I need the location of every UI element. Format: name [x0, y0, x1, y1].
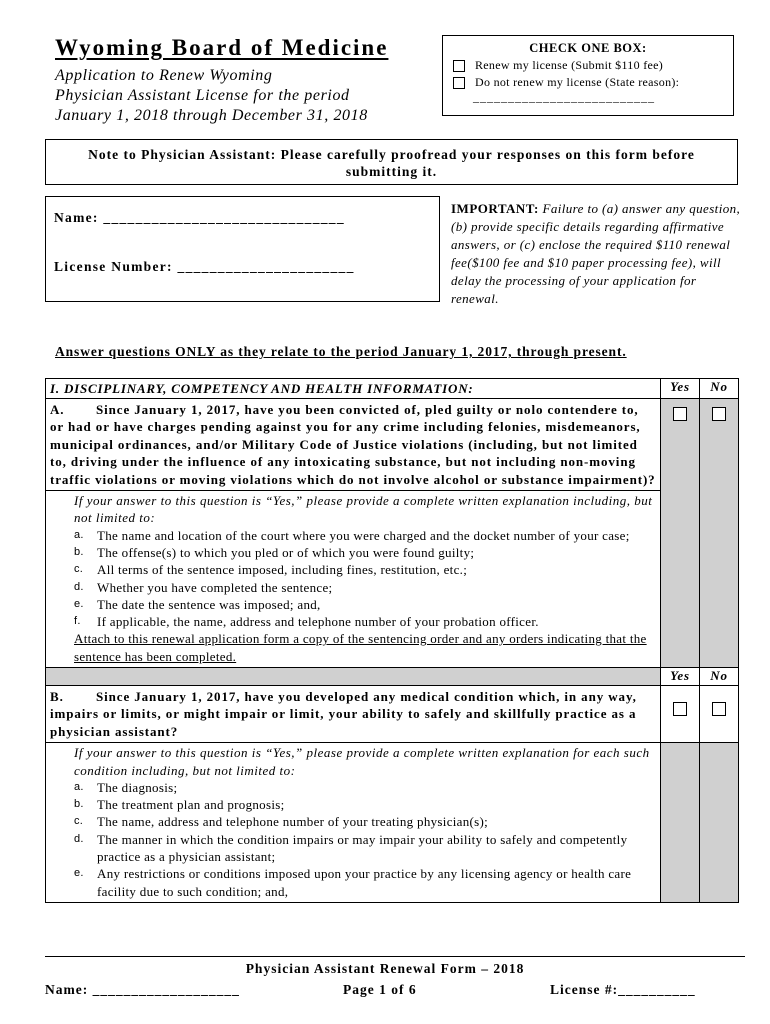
item-letter: d. — [74, 832, 84, 845]
form-title: Wyoming Board of Medicine — [55, 35, 389, 60]
item-letter: c. — [74, 563, 84, 576]
important-notice — [451, 200, 741, 308]
important-label: IMPORTANT: — [451, 201, 539, 216]
question-a-label: A. — [50, 402, 65, 417]
question-a-instructions — [46, 491, 661, 668]
answer-period-note: Answer questions ONLY as they relate to the period January 1, 2017, through present. — [55, 344, 627, 359]
not-renew-option-label: Do not renew my license (State reason): — [475, 75, 680, 89]
yes-header: Yes — [661, 379, 700, 399]
question-a — [46, 399, 661, 491]
important-text: Failure to (a) answer any question, (b) provide specific details regarding affirmative answers, or (c) enclose the required $110 renewal fee($100 fee and $10 paper processing fee), will delay the processing of your application for renewal. — [451, 201, 741, 306]
item-letter: c. — [74, 815, 84, 828]
question-a-yes-checkbox[interactable] — [673, 407, 687, 421]
question-b-label: B. — [50, 689, 64, 704]
question-b-instruction: If your answer to this question is “Yes,” please provide a complete written explanation for each such condition including, but not limited to: — [74, 745, 650, 778]
list-item — [74, 544, 656, 561]
item-text: The offense(s) to which you pled or of which you were found guilty; — [97, 544, 475, 560]
separator-row — [46, 668, 661, 686]
form-subtitle — [55, 66, 435, 126]
item-text: The diagnosis; — [97, 779, 178, 795]
page-number: Page 1 of 6 — [343, 982, 417, 997]
item-text: Any restrictions or conditions imposed upon your practice by any licensing agency or health care facility due to such condition; and, — [97, 866, 632, 899]
item-text: If applicable, the name, address and telephone number of your probation officer. — [97, 614, 539, 630]
no-header: No — [700, 379, 739, 399]
yes-header-b: Yes — [661, 668, 700, 686]
question-a-no-cell — [700, 399, 739, 668]
question-b-no-cell — [700, 686, 739, 743]
question-b-yes-cell — [661, 686, 700, 743]
renew-option-label: Renew my license (Submit $110 fee) — [475, 58, 664, 72]
item-letter: a. — [74, 528, 84, 541]
proofread-note: Note to Physician Assistant: Please carefully proofread your responses on this form before submitting it. — [45, 139, 738, 185]
reason-field[interactable]: __________________________ — [473, 90, 655, 104]
list-item — [74, 779, 656, 796]
footer-name-field[interactable]: Name: ___________________ — [45, 982, 240, 997]
item-text: The date the sentence was imposed; and, — [97, 596, 321, 612]
subtitle-line: Application to Renew Wyoming — [55, 67, 273, 84]
item-text: The treatment plan and prognosis; — [97, 797, 285, 813]
item-letter: e. — [74, 867, 84, 880]
question-a-instruction: If your answer to this question is “Yes,” please provide a complete written explanation including, but not limited to: — [74, 493, 653, 526]
check-one-box-heading: CHECK ONE BOX: — [529, 41, 647, 55]
subtitle-line: January 1, 2018 through December 31, 2018 — [55, 107, 368, 124]
footer-title: Physician Assistant Renewal Form – 2018 — [245, 961, 525, 976]
no-header-b: No — [700, 668, 739, 686]
item-letter: b. — [74, 545, 84, 558]
questions-table — [45, 378, 739, 903]
footer-license-field[interactable]: License #:__________ — [550, 982, 696, 997]
item-text: All terms of the sentence imposed, including fines, restitution, etc.; — [97, 562, 468, 578]
item-letter: f. — [74, 615, 81, 628]
renew-checkbox[interactable] — [453, 60, 465, 72]
question-a-yes-cell — [661, 399, 700, 668]
item-text: The name and location of the court where you were charged and the docket number of your case; — [97, 527, 630, 543]
question-b-grey-cell — [661, 743, 700, 903]
license-number-field[interactable]: License Number: ______________________ — [54, 259, 355, 274]
question-b — [46, 686, 661, 743]
list-item — [74, 813, 656, 830]
renew-option[interactable] — [453, 58, 733, 73]
list-item — [74, 527, 656, 544]
question-b-grey-cell — [700, 743, 739, 903]
question-b-no-checkbox[interactable] — [712, 702, 726, 716]
question-b-items — [74, 779, 656, 900]
item-text: Whether you have completed the sentence; — [97, 579, 333, 595]
list-item — [74, 831, 656, 866]
item-letter: a. — [74, 780, 84, 793]
item-text: The name, address and telephone number of your treating physician(s); — [97, 814, 489, 830]
item-text: The manner in which the condition impairs or may impair your ability to safely and competently practice as a physician assistant; — [97, 831, 628, 864]
list-item — [74, 865, 656, 900]
not-renew-option[interactable] — [453, 75, 733, 90]
attach-instruction: Attach to this renewal application form a copy of the sentencing order and any orders indicating that the sentence has been completed. — [74, 631, 647, 664]
question-a-items — [74, 527, 656, 631]
question-a-text: Since January 1, 2017, have you been convicted of, pled guilty or nolo contendere to, or had or have charges pending against you for any crime including felonies, misdemeanors, municipal ordinances, and/or Military Code of Justice violations (including, but not limited to, driving under the influence of any intoxicating substance, but not including non-moving traffic violations or moving violations which do not involve alcohol or substance impairment)? — [50, 402, 656, 487]
item-letter: b. — [74, 798, 84, 811]
list-item — [74, 796, 656, 813]
check-one-box-panel — [442, 35, 734, 116]
question-a-no-checkbox[interactable] — [712, 407, 726, 421]
list-item — [74, 596, 656, 613]
subtitle-line: Physician Assistant License for the period — [55, 87, 350, 104]
item-letter: e. — [74, 597, 84, 610]
name-license-box — [45, 196, 440, 302]
list-item — [74, 561, 656, 578]
question-b-yes-checkbox[interactable] — [673, 702, 687, 716]
footer-divider — [45, 956, 745, 957]
list-item — [74, 613, 656, 630]
question-b-instructions — [46, 743, 661, 903]
list-item — [74, 579, 656, 596]
name-field[interactable]: Name: ______________________________ — [54, 210, 345, 225]
item-letter: d. — [74, 580, 84, 593]
section-heading: I. DISCIPLINARY, COMPETENCY AND HEALTH INFORMATION: — [46, 379, 661, 399]
question-b-text: Since January 1, 2017, have you developed any medical condition which, in any way, impairs or limits, or might impair or limit, your ability to safely and skillfully practice as a physician assistant? — [50, 689, 637, 739]
not-renew-checkbox[interactable] — [453, 77, 465, 89]
